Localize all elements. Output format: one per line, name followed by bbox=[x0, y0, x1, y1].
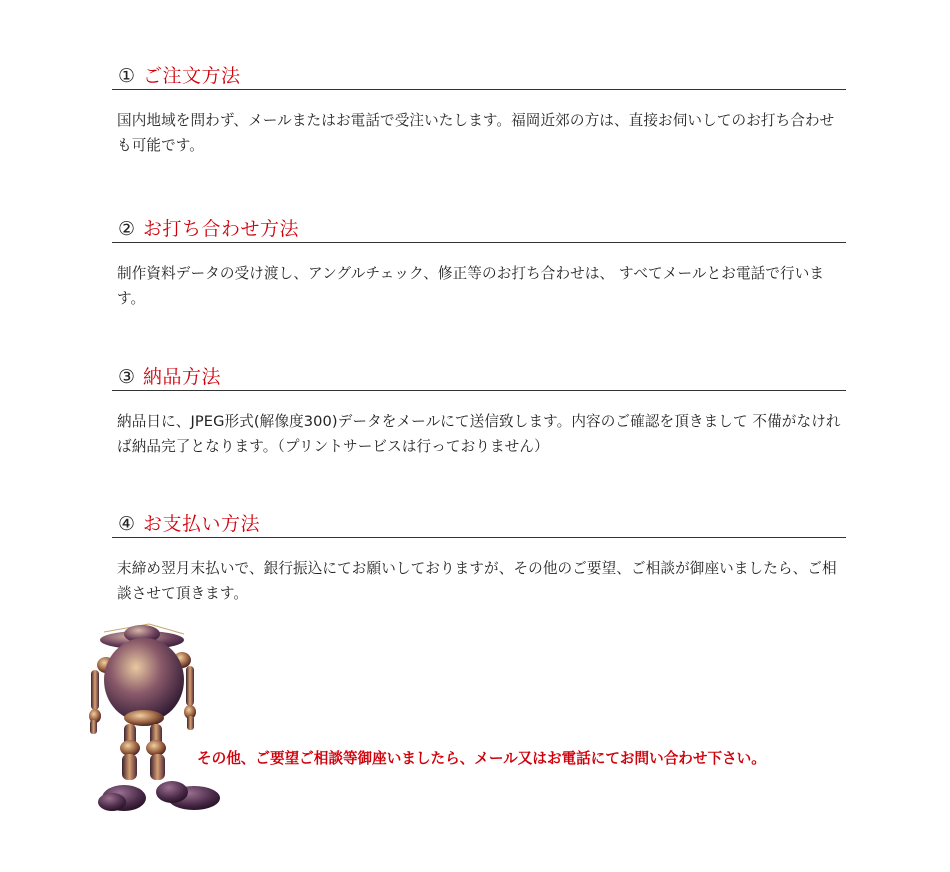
section-body: 末締め翌月末払いで、銀行振込にてお願いしておりますが、その他のご要望、ご相談が御座いましたら、ご相談させて頂きます。 bbox=[117, 560, 837, 602]
section-delivery-method bbox=[112, 361, 846, 459]
robot-illustration bbox=[84, 620, 234, 815]
section-heading bbox=[112, 508, 846, 538]
robot-icon bbox=[84, 620, 234, 815]
section-number: ① bbox=[118, 65, 136, 87]
section-heading bbox=[112, 361, 846, 391]
section-payment-method bbox=[112, 508, 846, 606]
section-number: ② bbox=[118, 218, 136, 240]
section-title: お打ち合わせ方法 bbox=[143, 218, 300, 240]
section-body: 国内地域を問わず、メールまたはお電話で受注いたします。福岡近郊の方は、直接お伺いしてのお打ち合わせも可能です。 bbox=[117, 112, 835, 154]
section-body: 納品日に、JPEG形式(解像度300)データをメールにて送信致します。内容のご確認を頂きまして 不備がなければ納品完了となります。（プリントサービスは行っておりません） bbox=[117, 413, 841, 455]
section-title: 納品方法 bbox=[143, 366, 222, 388]
section-number: ④ bbox=[118, 513, 136, 535]
section-body: 制作資料データの受け渡し、アングルチェック、修正等のお打ち合わせは、 すべてメールとお電話で行います。 bbox=[117, 265, 825, 307]
section-order-method bbox=[112, 60, 846, 158]
section-heading bbox=[112, 60, 846, 90]
section-meeting-method bbox=[112, 213, 846, 311]
section-number: ③ bbox=[118, 366, 136, 388]
section-title: お支払い方法 bbox=[143, 513, 261, 535]
section-title: ご注文方法 bbox=[143, 65, 241, 87]
section-heading bbox=[112, 213, 846, 243]
closing-note: その他、ご要望ご相談等御座いましたら、メール又はお電話にてお問い合わせ下さい。 bbox=[197, 750, 766, 767]
